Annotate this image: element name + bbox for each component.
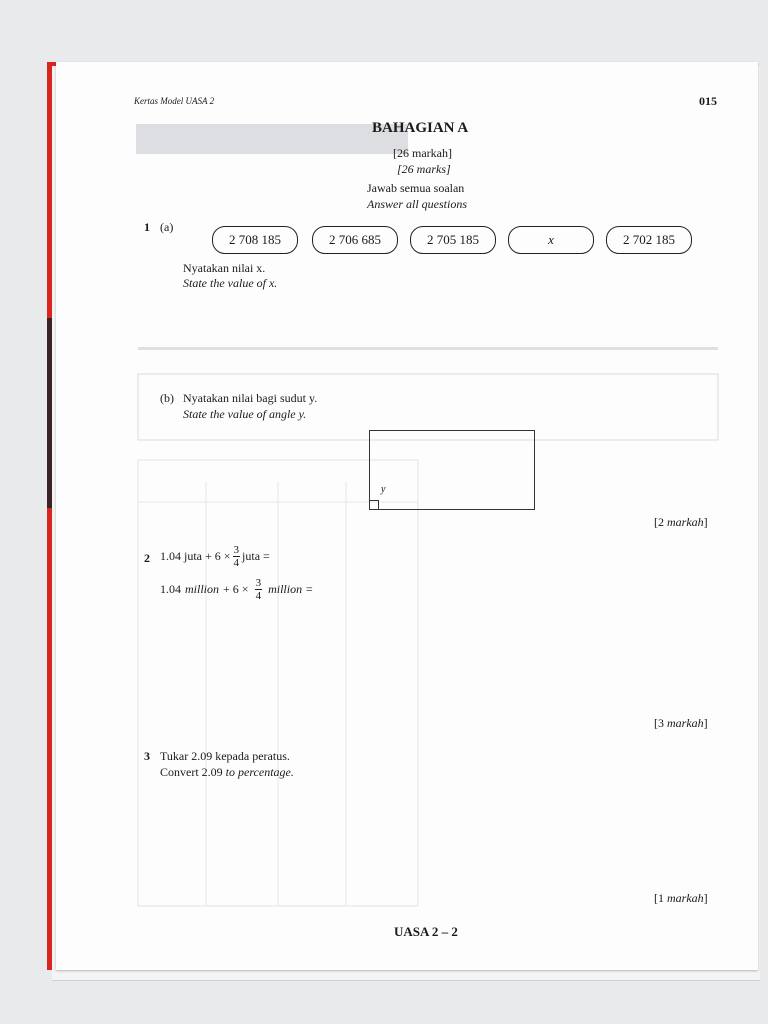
q3-en-tail: to percentage. [225, 765, 294, 779]
fraction-three-quarters-en: $\frac{3}{4}$ [255, 577, 262, 602]
paper-code: 015 [699, 94, 717, 108]
question-2-number: 2 [144, 551, 150, 565]
right-angle-marker [370, 500, 379, 509]
section-marks-en: [26 marks] [397, 162, 451, 176]
instruction-en: Answer all questions [367, 197, 468, 211]
page-footer: UASA 2 – 2 [394, 924, 458, 939]
q2-en-tail: million = [268, 582, 314, 596]
section-marks-ms: [26 markah] [393, 146, 452, 160]
q2-ms-tail: juta = [242, 549, 270, 563]
angle-diagram [369, 430, 535, 510]
q3-marks: [1 markah] [654, 891, 708, 905]
q2-ms-lead: 1.04 juta + 6 × [160, 549, 231, 563]
section-title: BAHAGIAN A [372, 120, 469, 136]
q3-prompt-ms: Tukar 2.09 kepada peratus. [160, 749, 290, 763]
q2-en-operator: + 6 × [223, 582, 249, 596]
number-option-5: 2 702 185 [606, 226, 692, 254]
q2-en-million: million [185, 582, 220, 596]
number-option-x: x [508, 226, 594, 254]
fraction-three-quarters: $\frac{3}{4}$ [233, 544, 240, 569]
question-1-number: 1 [144, 220, 150, 234]
question-1a-label: (a) [160, 220, 174, 234]
q1b-prompt-en: State the value of angle y. [183, 407, 307, 421]
instruction-ms: Jawab semua soalan [367, 181, 465, 195]
paper-title: Kertas Model UASA 2 [134, 96, 215, 106]
q1b-marks: [2 markah] [654, 515, 708, 529]
angle-y-label: y [381, 484, 386, 495]
q1b-prompt-ms: Nyatakan nilai bagi sudut y. [183, 391, 318, 405]
q3-en-value: Convert 2.09 [160, 765, 223, 779]
q1a-prompt-en: State the value of x. [183, 276, 278, 290]
q2-expression-ms [160, 544, 270, 569]
question-1b-label: (b) [160, 391, 174, 405]
q2-marks: [3 markah] [654, 716, 708, 730]
q3-prompt-en [160, 765, 294, 780]
q1a-prompt-ms: Nyatakan nilai x. [183, 261, 266, 275]
question-3-number: 3 [144, 749, 150, 763]
q2-expression-en [160, 577, 313, 602]
exam-page [56, 62, 758, 970]
number-option-2: 2 706 685 [312, 226, 398, 254]
number-option-3: 2 705 185 [410, 226, 496, 254]
q2-en-lead: 1.04 [160, 582, 181, 596]
number-option-1: 2 708 185 [212, 226, 298, 254]
